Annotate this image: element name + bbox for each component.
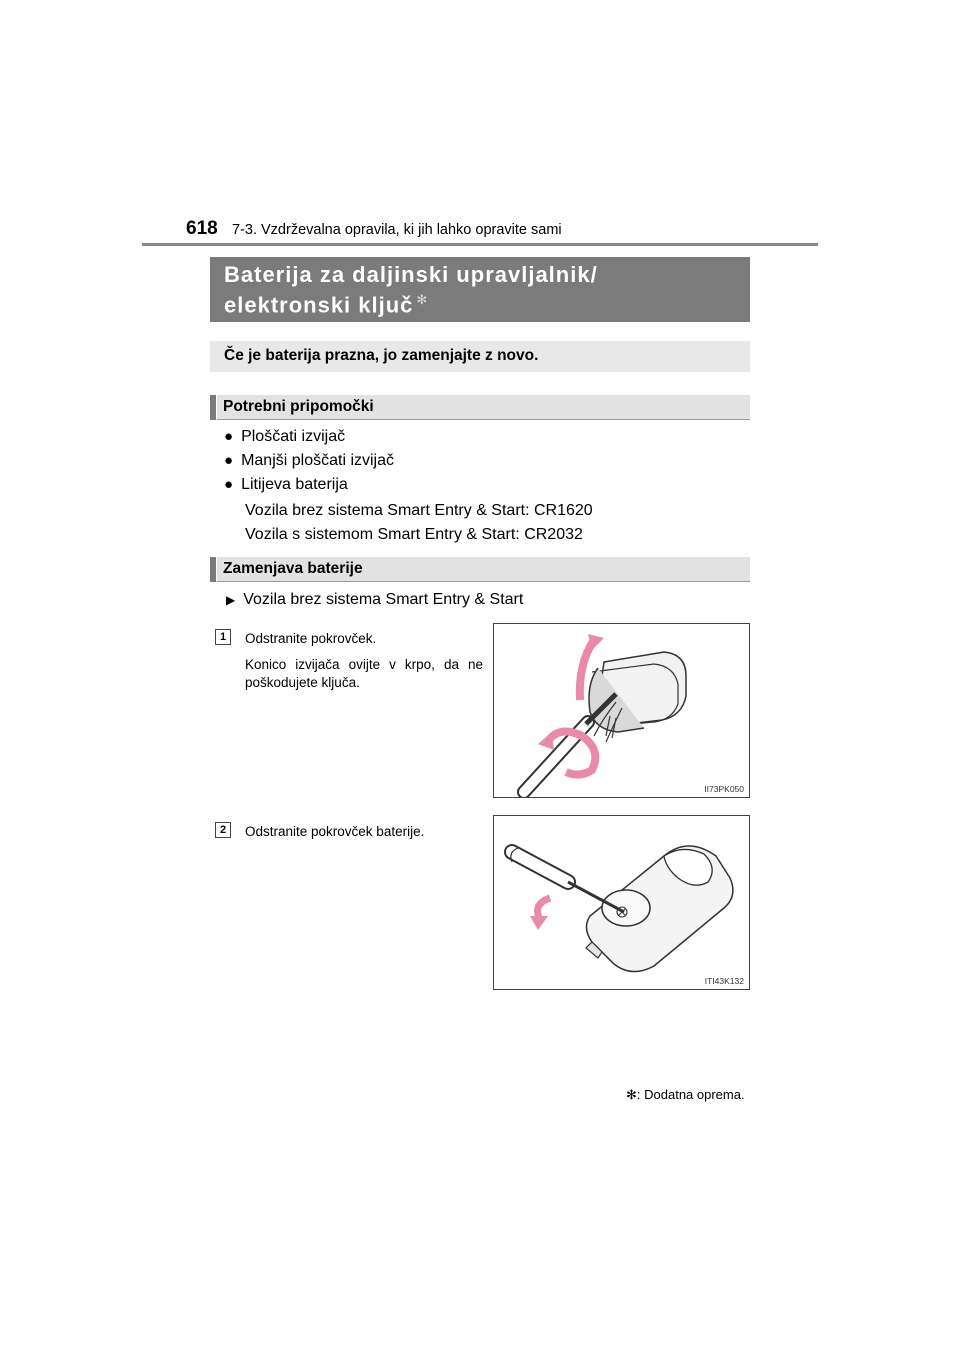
tools-heading bbox=[217, 395, 750, 420]
page-number: 618 bbox=[186, 218, 218, 239]
step-2-instruction: Odstranite pokrovček baterije. bbox=[245, 824, 425, 839]
step-number-2: 2 bbox=[215, 822, 231, 838]
battery-detail: Vozila s sistemom Smart Entry & Start: CR2032 bbox=[245, 526, 583, 543]
variant-line bbox=[226, 591, 523, 609]
tool-item bbox=[224, 476, 348, 494]
tool-item-text: Litijeva baterija bbox=[241, 476, 348, 493]
bullet-icon: ● bbox=[224, 428, 234, 445]
chapter-title: 7-3. Vzdrževalna opravila, ki jih lahko opravite sami bbox=[232, 222, 562, 238]
intro-text: Če je baterija prazna, jo zamenjajte z novo. bbox=[224, 347, 539, 364]
section-title-line1: Baterija za daljinski upravljalnik/ bbox=[224, 262, 598, 287]
step-number-1: 1 bbox=[215, 629, 231, 645]
footnote-text: : Dodatna oprema. bbox=[636, 1087, 745, 1102]
figure-code: II73PK050 bbox=[704, 784, 744, 794]
section-title-text: elektronski ključ bbox=[224, 292, 414, 318]
battery-cover-removal-illustration bbox=[494, 816, 749, 989]
step-1-note: Konico izvijača ovijte v krpo, da ne poškodujete ključa. bbox=[245, 657, 483, 690]
triangle-arrow-icon: ▶ bbox=[226, 593, 236, 607]
footnote bbox=[626, 1087, 745, 1103]
optional-equipment-marker: ✻ bbox=[626, 1087, 637, 1102]
tool-item bbox=[224, 428, 345, 446]
optional-equipment-marker: ✻ bbox=[416, 292, 429, 307]
section-title-line2 bbox=[224, 292, 428, 318]
replacement-heading-text: Zamenjava baterije bbox=[223, 560, 363, 577]
tool-item-text: Manjši ploščati izvijač bbox=[241, 452, 394, 469]
variant-text: Vozila brez sistema Smart Entry & Start bbox=[243, 591, 524, 608]
tools-heading-text: Potrebni pripomočki bbox=[223, 398, 374, 415]
step-1-instruction: Odstranite pokrovček. bbox=[245, 631, 377, 646]
tool-item-text: Ploščati izvijač bbox=[241, 428, 346, 445]
figure-remove-battery-cover bbox=[493, 815, 750, 990]
key-cover-removal-illustration bbox=[494, 624, 749, 797]
replacement-heading bbox=[217, 557, 750, 582]
intro-band bbox=[210, 341, 750, 372]
bullet-icon: ● bbox=[224, 452, 234, 469]
battery-detail: Vozila brez sistema Smart Entry & Start: CR1620 bbox=[245, 502, 593, 519]
section-title-band bbox=[210, 257, 750, 322]
figure-code: ITI43K132 bbox=[704, 976, 744, 986]
header-divider bbox=[142, 243, 818, 246]
tool-item bbox=[224, 452, 394, 470]
figure-remove-cover bbox=[493, 623, 750, 798]
bullet-icon: ● bbox=[224, 476, 234, 493]
